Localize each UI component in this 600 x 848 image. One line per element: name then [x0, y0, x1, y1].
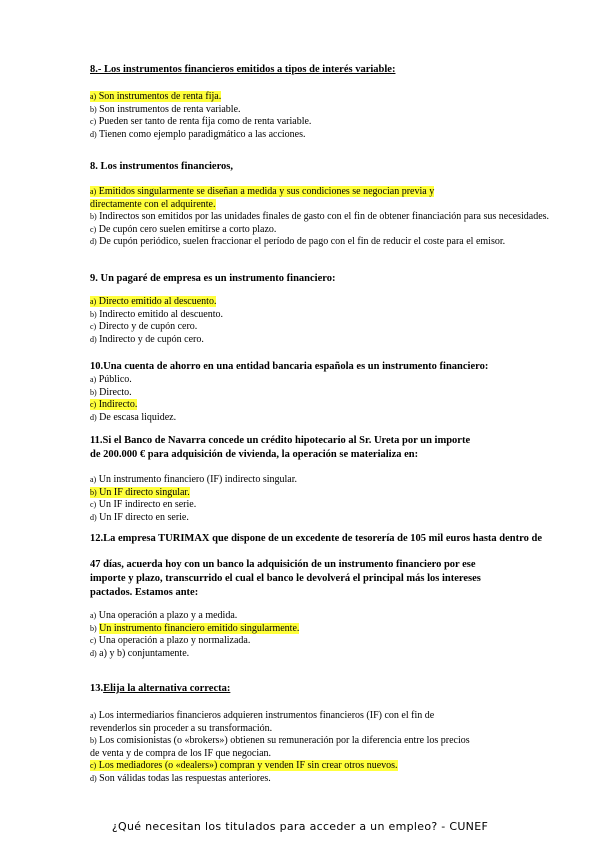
option-b: b) Indirectos son emitidos por las unidades finales de gasto con el fin de obtener financiación para sus necesidades. [90, 211, 550, 222]
question-9 [90, 272, 590, 346]
option-a: a) Un instrumento financiero (IF) indirecto singular. [90, 474, 298, 485]
option-b: b) Son instrumentos de renta variable. [90, 103, 241, 115]
option-b: b) Un IF directo singular. [90, 486, 190, 498]
option-b: b) Indirecto emitido al descuento. [90, 308, 224, 320]
option-d: d) De cupón periódico, suelen fraccionar el período de pago con el fin de reducir el coste para el emisor. [90, 236, 506, 247]
option-d: d) De escasa liquidez. [90, 411, 177, 423]
option-b: b) Los comisionistas (o «brokers») obtienen su remuneración por la diferencia entre los precios de venta y de compra de los IF que negocian. [90, 735, 470, 759]
option-c: c) De cupón cero suelen emitirse a corto plazo. [90, 223, 277, 235]
question-8b [90, 160, 590, 249]
question-12 [90, 532, 590, 660]
option-c: c) Un IF indirecto en serie. [90, 499, 197, 510]
question-title-line1: 11.Si el Banco de Navarra concede un crédito hipotecario al Sr. Ureta por un importe [90, 435, 471, 446]
option-d: d) Tienen como ejemplo paradigmático a las acciones. [90, 128, 306, 140]
question-10 [90, 360, 590, 424]
option-c: c) Directo y de cupón cero. [90, 321, 198, 332]
option-c: c) Pueden ser tanto de renta fija como de renta variable. [90, 116, 312, 127]
option-d: d) a) y b) conjuntamente. [90, 647, 190, 659]
question-8a [90, 63, 590, 141]
option-d: d) Indirecto y de cupón cero. [90, 333, 204, 345]
question-11 [90, 434, 590, 524]
option-b: b) Un instrumento financiero emitido singularmente. [90, 622, 300, 634]
option-c: c) Los mediadores (o «dealers») compran y venden IF sin crear otros nuevos. [90, 760, 398, 771]
option-b: b) Directo. [90, 386, 132, 398]
option-c: c) Indirecto. [90, 399, 138, 410]
question-13 [90, 682, 590, 785]
question-title: 13.Elija la alternativa correcta: [90, 683, 231, 694]
option-a: a) Una operación a plazo y a medida. [90, 610, 238, 621]
question-title-line1: 12.La empresa TURIMAX que dispone de un excedente de tesorería de 105 mil euros hasta dentro de [90, 533, 542, 544]
question-title: 8. Los instrumentos financieros, [90, 161, 234, 172]
option-c: c) Una operación a plazo y normalizada. [90, 635, 251, 646]
option-a: a) Público. [90, 374, 132, 385]
question-title-line2: de 200.000 € para adquisición de vivienda, la operación se materializa en: [90, 449, 419, 460]
question-title-line4: pactados. Estamos ante: [90, 587, 199, 598]
option-a: a) Directo emitido al descuento. [90, 296, 217, 307]
option-a: a) Los intermediarios financieros adquieren instrumentos financieros (IF) con el fin de revenderlos sin proceder a su transformación. [90, 710, 435, 734]
option-d: d) Son válidas todas las respuestas anteriores. [90, 772, 271, 784]
question-title: 8.- Los instrumentos financieros emitidos a tipos de interés variable: [90, 64, 396, 75]
option-a: a) Emitidos singularmente se diseñan a medida y sus condiciones se negocian previa y directamente con el adquirente. [90, 186, 435, 210]
footer-link[interactable]: ¿Qué necesitan los titulados para acceder a un empleo? - CUNEF [111, 820, 489, 833]
question-title: 9. Un pagaré de empresa es un instrumento financiero: [90, 273, 336, 284]
option-a: a) Son instrumentos de renta fija. [90, 91, 222, 102]
question-title: 10.Una cuenta de ahorro en una entidad bancaria española es un instrumento financiero: [90, 361, 489, 372]
option-d: d) Un IF directo en serie. [90, 511, 189, 523]
question-title-line3: importe y plazo, transcurrido el cual el banco le devolverá el principal más los intereses [90, 573, 481, 584]
question-title-line2: 47 días, acuerda hoy con un banco la adquisición de un instrumento financiero por ese [90, 559, 476, 570]
